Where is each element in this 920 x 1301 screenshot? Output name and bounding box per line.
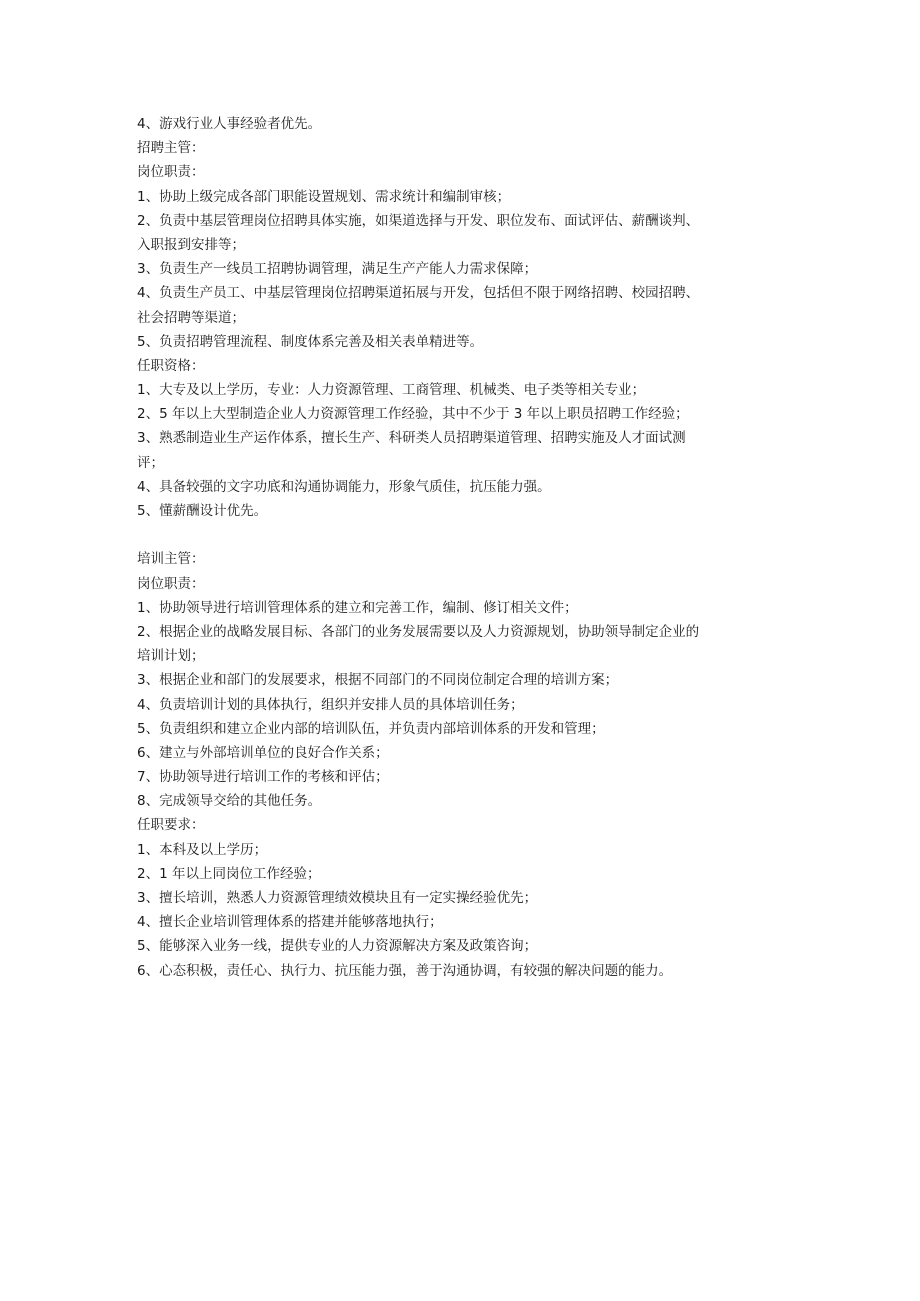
document-body (137, 112, 797, 983)
requirements-heading: 任职要求： (137, 817, 205, 834)
requirement-line: 5、懂薪酬设计优先。 (137, 503, 268, 519)
duty-line: 7、协助领导进行培训工作的考核和评估； (137, 769, 389, 786)
duty-line: 5、负责招聘管理流程、制度体系完善及相关表单精进等。 (137, 333, 484, 350)
duty-line: 4、负责生产员工、中基层管理岗位招聘渠道拓展与开发，包括但不限于网络招聘、校园招聘、 (137, 285, 700, 302)
duty-line: 社会招聘等渠道； (137, 309, 245, 326)
duty-line: 6、建立与外部培训单位的良好合作关系； (137, 744, 389, 761)
requirement-line: 评； (137, 454, 164, 471)
requirement-line: 3、熟悉制造业生产运作体系，擅长生产、科研类人员招聘渠道管理、招聘实施及人才面试测 (137, 430, 686, 447)
duty-line: 2、负责中基层管理岗位招聘具体实施，如渠道选择与开发、职位发布、面试评估、薪酬谈判、 (137, 212, 700, 229)
duty-line: 5、负责组织和建立企业内部的培训队伍，并负责内部培训体系的开发和管理； (137, 720, 605, 737)
duty-line: 2、根据企业的战略发展目标、各部门的业务发展需要以及人力资源规划，协助领导制定企业的 (137, 623, 700, 640)
requirement-line: 3、擅长培训，熟悉人力资源管理绩效模块且有一定实操经验优先； (137, 890, 538, 906)
duty-line: 1、协助上级完成各部门职能设置规划、需求统计和编制审核； (137, 188, 511, 205)
requirement-line: 1、大专及以上学历，专业：人力资源管理、工商管理、机械类、电子类等相关专业； (137, 382, 646, 399)
duty-line: 培训计划； (137, 648, 205, 665)
requirement-line: 1、本科及以上学历； (137, 841, 268, 858)
duty-line: 入职报到安排等； (137, 236, 245, 253)
requirements-heading: 任职资格： (137, 357, 205, 374)
intro-line: 4、游戏行业人事经验者优先。 (137, 116, 322, 132)
requirement-line: 6、心态积极，责任心、执行力、抗压能力强，善于沟通协调，有较强的解决问题的能力。 (137, 962, 673, 979)
duties-heading: 岗位职责： (137, 575, 205, 592)
section-title-recruit: 招聘主管： (137, 140, 205, 157)
requirement-line: 5、能够深入业务一线，提供专业的人力资源解决方案及政策咨询； (137, 938, 538, 955)
duty-line: 4、负责培训计划的具体执行，组织并安排人员的具体培训任务； (137, 696, 524, 713)
duties-heading: 岗位职责： (137, 164, 205, 181)
duty-line: 3、负责生产一线员工招聘协调管理，满足生产产能人力需求保障； (137, 261, 538, 278)
requirement-line: 2、1 年以上同岗位工作经验； (137, 865, 321, 882)
section-title-training: 培训主管： (137, 551, 205, 568)
requirement-line: 2、5 年以上大型制造企业人力资源管理工作经验，其中不少于 3 年以上职员招聘工作经验； (137, 406, 689, 423)
duty-line: 8、完成领导交给的其他任务。 (137, 793, 322, 810)
requirement-line: 4、擅长企业培训管理体系的搭建并能够落地执行； (137, 914, 443, 931)
section-spacer (137, 523, 797, 547)
duty-line: 3、根据企业和部门的发展要求，根据不同部门的不同岗位制定合理的培训方案； (137, 672, 619, 689)
requirement-line: 4、具备较强的文字功底和沟通协调能力，形象气质佳，抗压能力强。 (137, 478, 551, 495)
duty-line: 1、协助领导进行培训管理体系的建立和完善工作，编制、修订相关文件； (137, 599, 578, 616)
